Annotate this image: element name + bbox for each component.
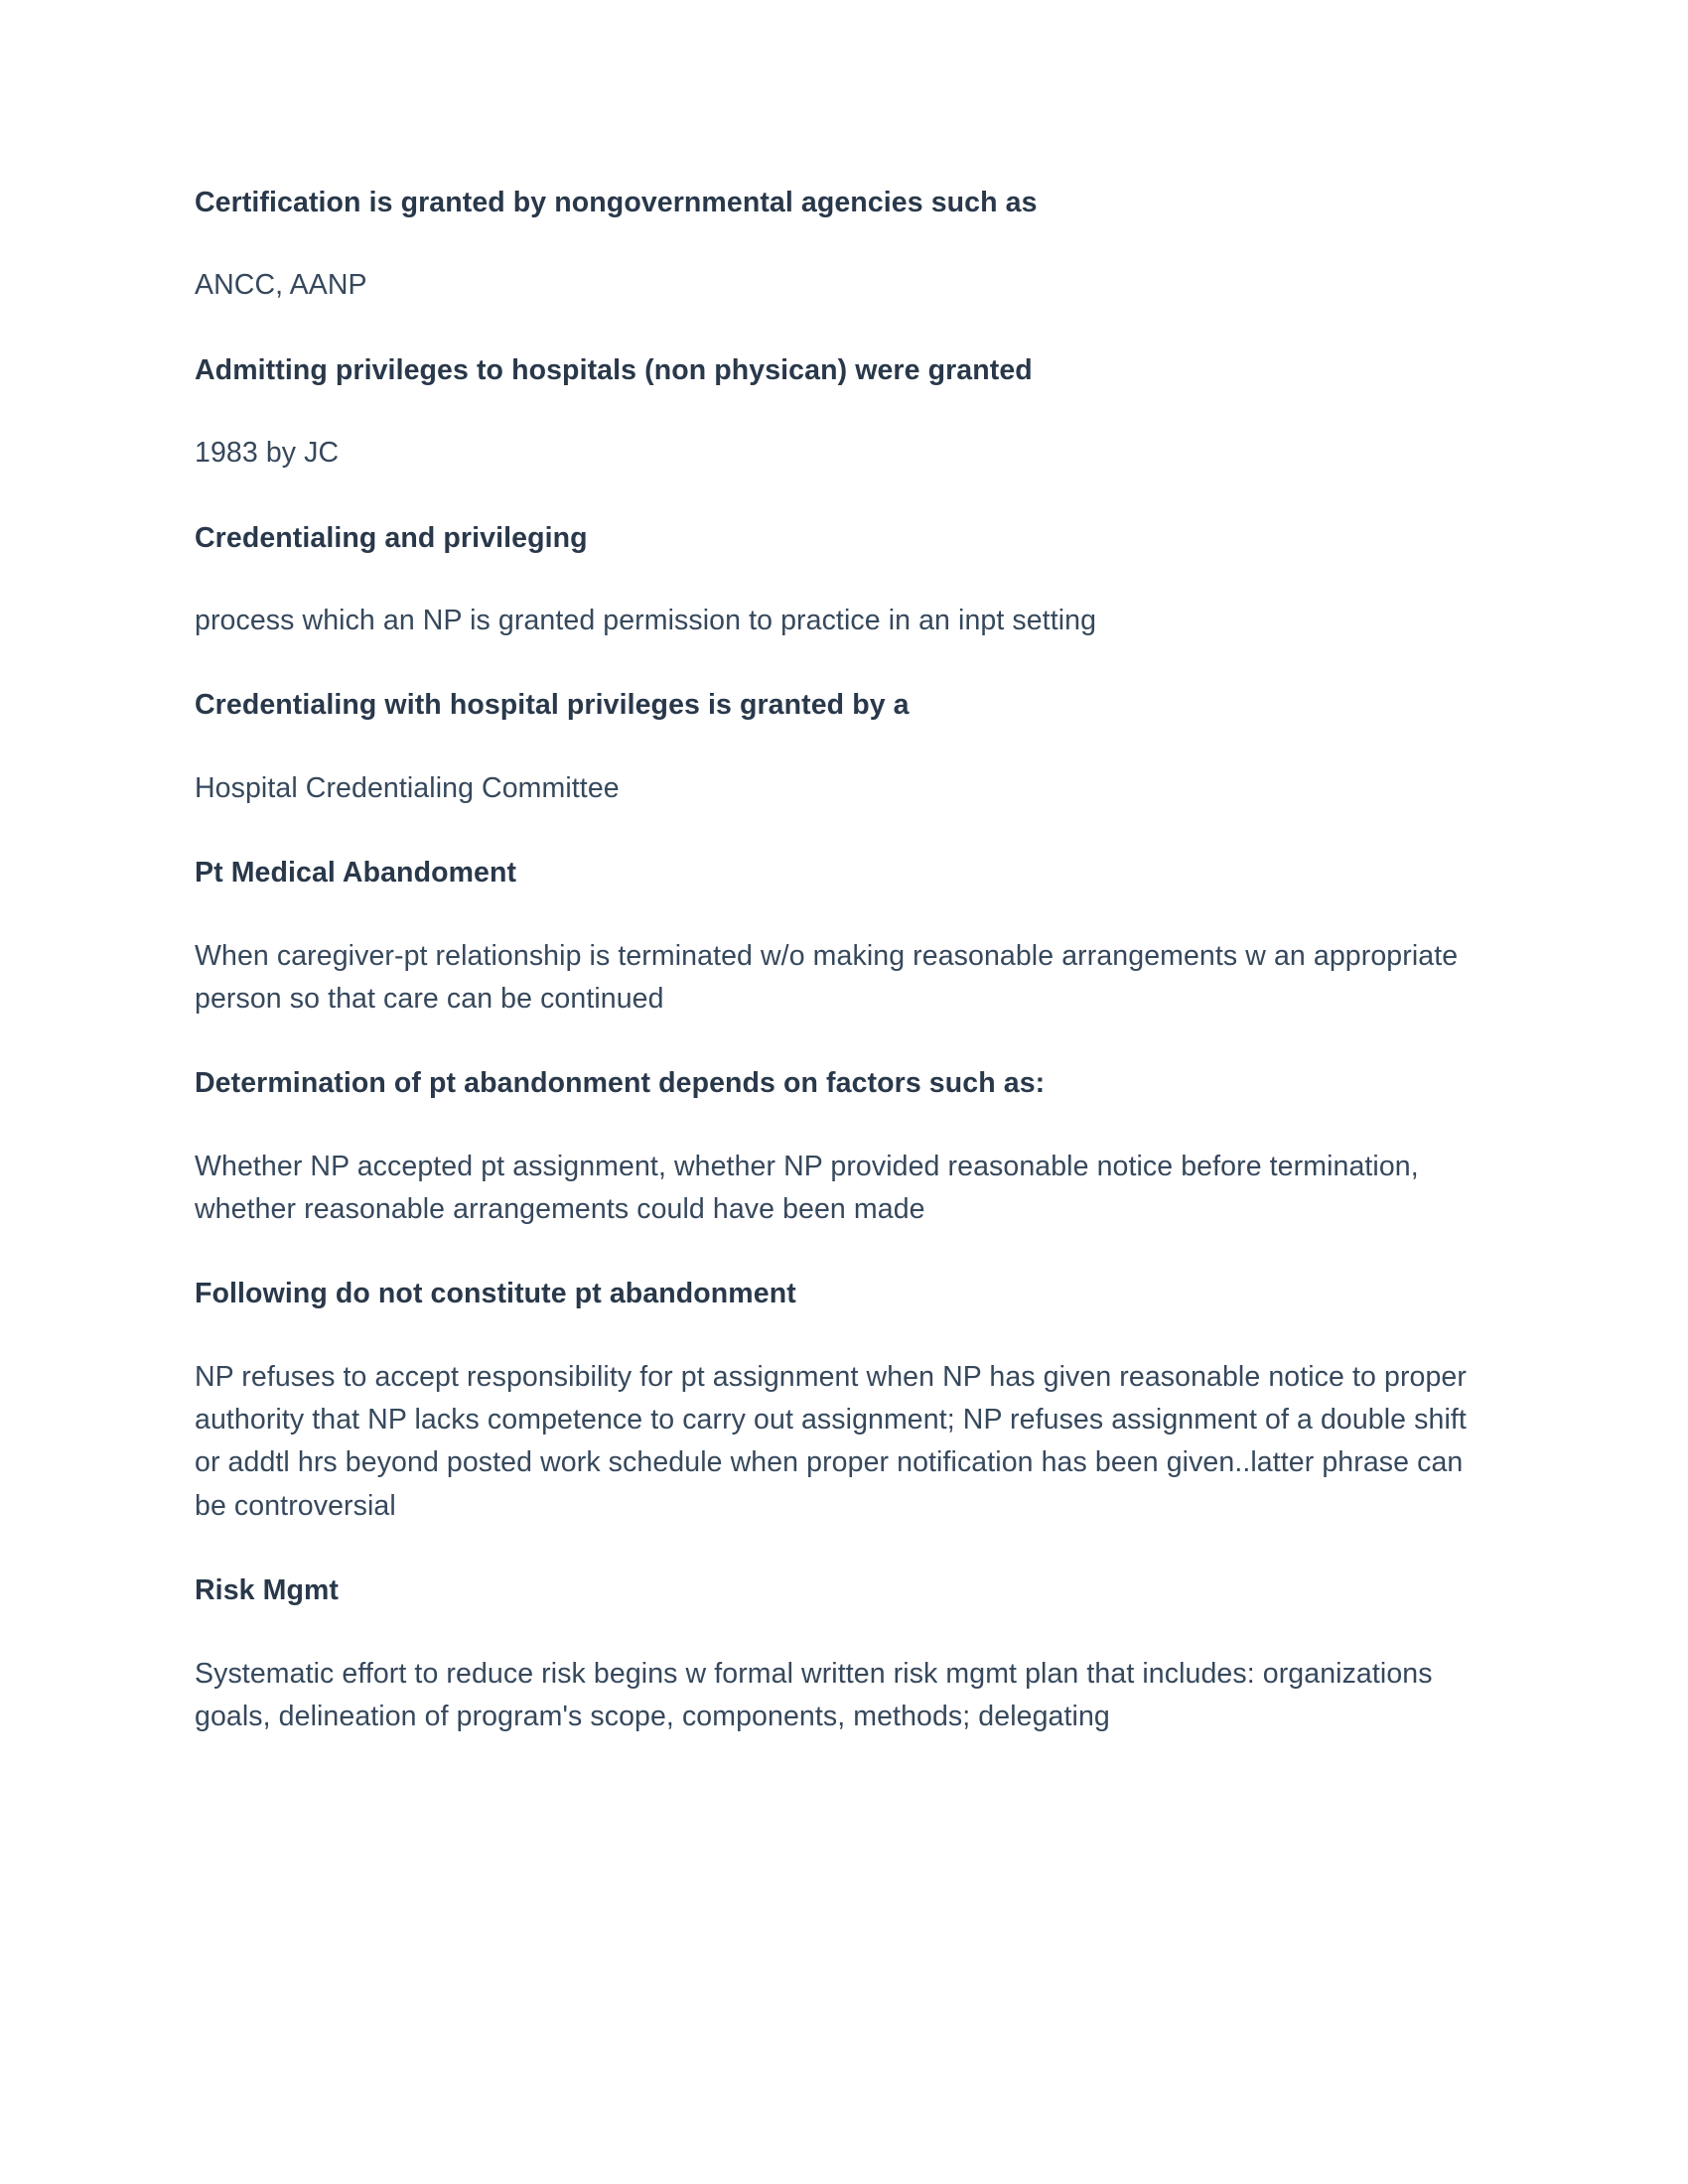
term-text: Admitting privileges to hospitals (non physican) were granted bbox=[195, 353, 1033, 386]
definition-text: 1983 by JC bbox=[195, 437, 340, 470]
term-text: Determination of pt abandonment depends on factors such as: bbox=[195, 1067, 1046, 1100]
term-definition-entry bbox=[195, 1571, 1479, 1738]
term-text: Credentialing with hospital privileges is granted by a bbox=[195, 689, 910, 722]
definition-text: ANCC, AANP bbox=[195, 269, 367, 302]
definition-text: Whether NP accepted pt assignment, whether NP provided reasonable notice before termination, whether reasonable arrangements could have been made bbox=[195, 1150, 1419, 1225]
term-definition-entry bbox=[195, 686, 1479, 810]
term-definition-entry bbox=[195, 1064, 1479, 1231]
term-text: Risk Mgmt bbox=[195, 1574, 340, 1607]
term-definition-entry bbox=[195, 519, 1479, 643]
definition-text: Hospital Credentialing Committee bbox=[195, 771, 620, 804]
term-text: Following do not constitute pt abandonment bbox=[195, 1278, 796, 1310]
term-text: Pt Medical Abandoment bbox=[195, 857, 517, 889]
term-definition-entry bbox=[195, 854, 1479, 1021]
definition-text: Systematic effort to reduce risk begins w formal written risk mgmt plan that includes: organizations goals, delineation of program's scope, components, methods; delegating bbox=[195, 1657, 1433, 1732]
term-text: Certification is granted by nongovernmental agencies such as bbox=[195, 187, 1038, 218]
term-text: Credentialing and privileging bbox=[195, 521, 588, 554]
definition-text: process which an NP is granted permission to practice in an inpt setting bbox=[195, 605, 1097, 637]
term-definition-entry bbox=[195, 351, 1479, 476]
definition-text: NP refuses to accept responsibility for pt assignment when NP has given reasonable notice to proper authority that NP lacks competence to carry out assignment; NP refuses assignment of a double shift or addtl hrs beyond posted work schedule when proper notification has been given..latter phrase can be controversial bbox=[195, 1360, 1467, 1522]
term-definition-entry bbox=[195, 184, 1479, 308]
term-definition-entry bbox=[195, 1275, 1479, 1528]
definition-text: When caregiver-pt relationship is terminated w/o making reasonable arrangements w an appropriate person so that care can be continued bbox=[195, 939, 1459, 1015]
